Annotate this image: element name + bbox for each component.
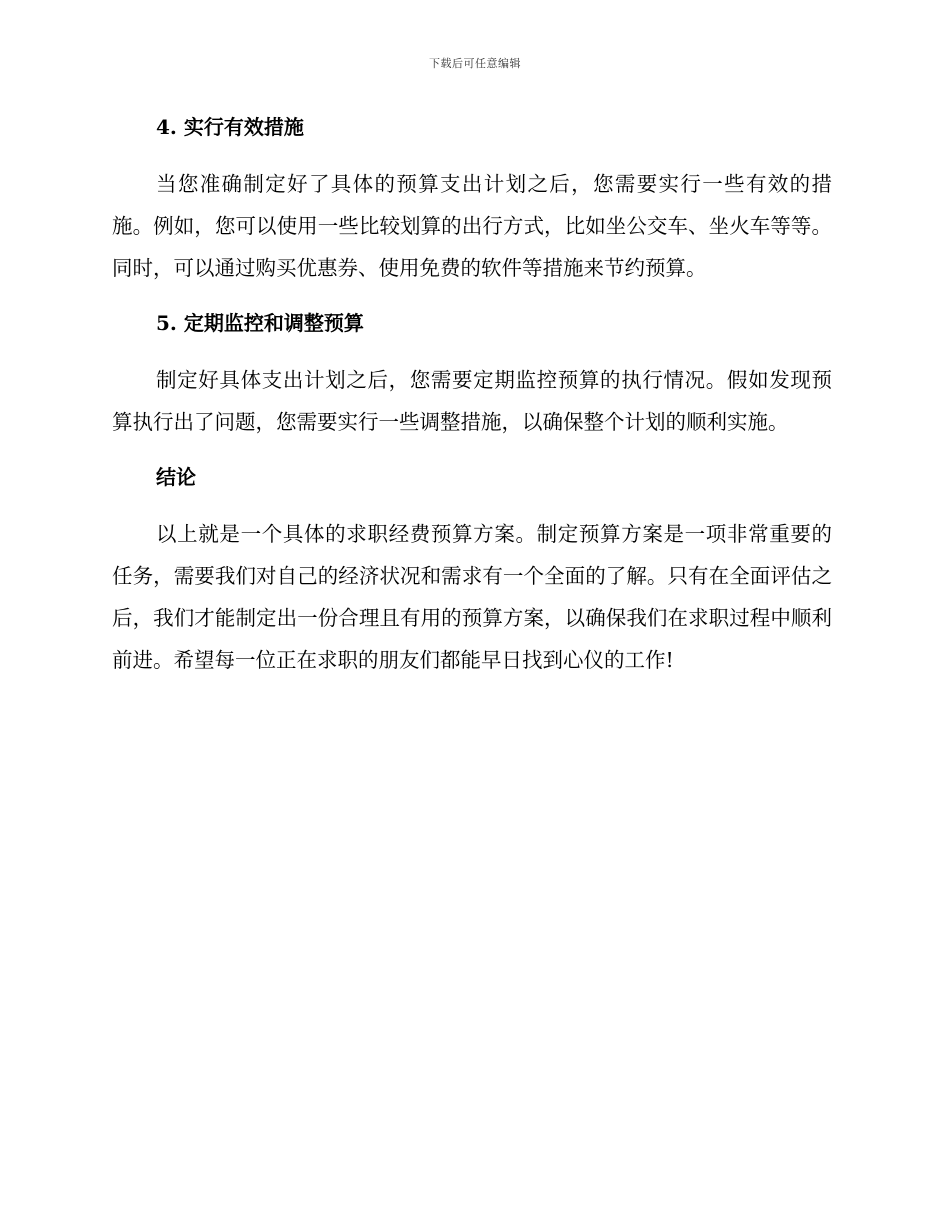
section-paragraph-4: 当您准确制定好了具体的预算支出计划之后，您需要实行一些有效的措施。例如，您可以使用一些比较划算的出行方式，比如坐公交车、坐火车等等。同时，可以通过购买优惠券、使用免费的软件等措施来节约预算。	[112, 172, 832, 280]
section-heading-5: 5. 定期监控和调整预算	[156, 311, 364, 335]
document-body	[112, 108, 832, 681]
section-heading-4: 4. 实行有效措施	[156, 115, 304, 139]
section-heading-conclusion: 结论	[156, 465, 196, 489]
section-paragraph-conclusion: 以上就是一个具体的求职经费预算方案。制定预算方案是一项非常重要的任务，需要我们对自己的经济状况和需求有一个全面的了解。只有在全面评估之后，我们才能制定出一份合理且有用的预算方案，以确保我们在求职过程中顺利前进。希望每一位正在求职的朋友们都能早日找到心仪的工作!	[112, 522, 832, 672]
page-header-note: 下载后可任意编辑	[429, 57, 521, 70]
section-paragraph-5: 制定好具体支出计划之后，您需要定期监控预算的执行情况。假如发现预算执行出了问题，您需要实行一些调整措施，以确保整个计划的顺利实施。	[112, 368, 832, 434]
